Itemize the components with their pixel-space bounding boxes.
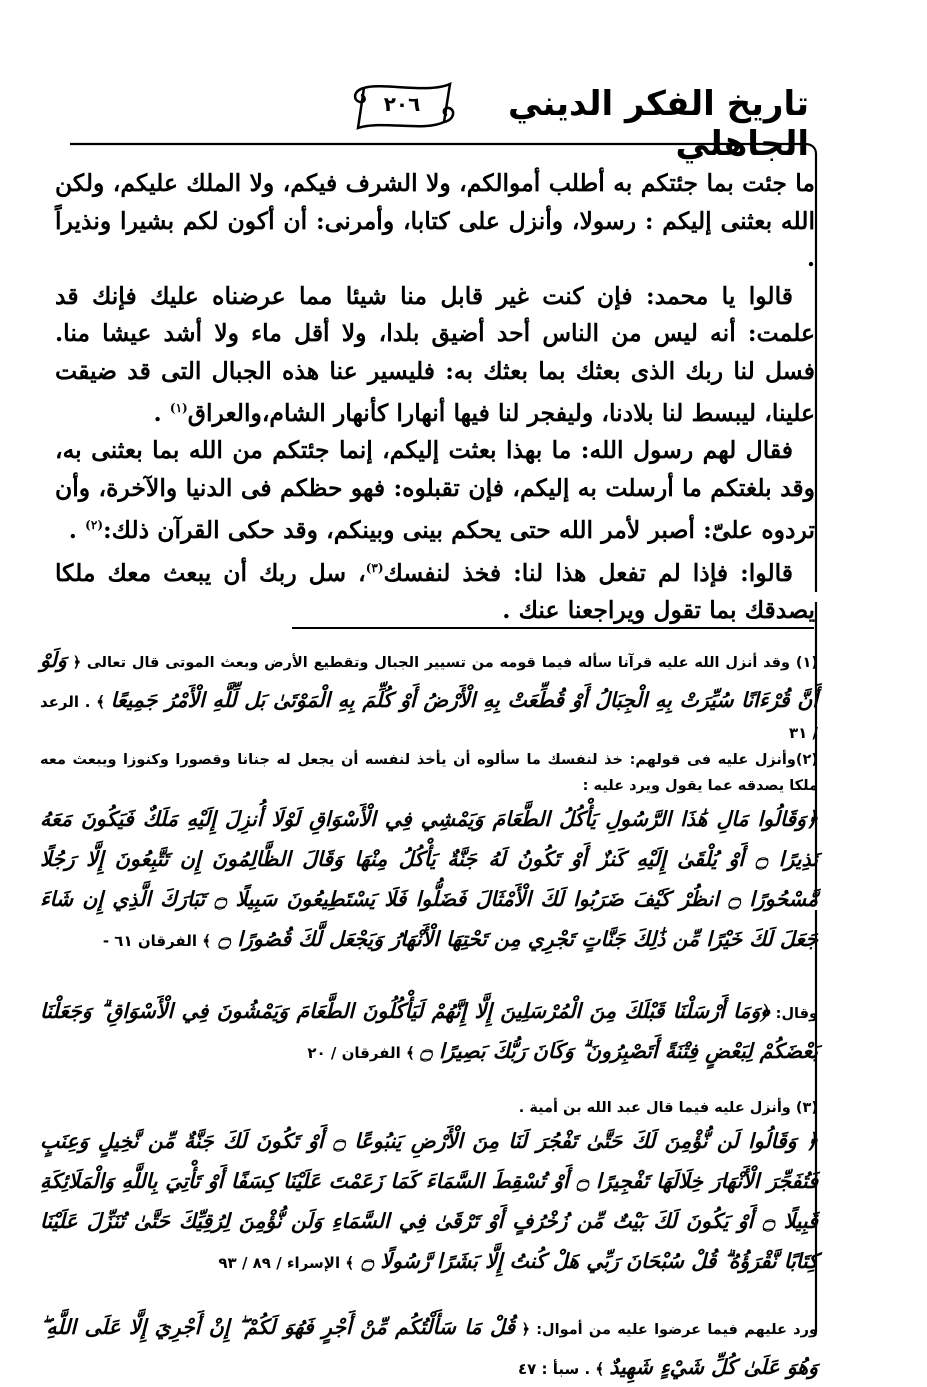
paragraph: قالوا: فإذا لم تفعل هذا لنا: فخذ لنفسك$^{(٣)}$، سل ربك أن يبعث معك ملكا يصدقك بما تقول ويراجعنا عنك . bbox=[55, 558, 815, 624]
footnote-ref[interactable]: (٢) bbox=[85, 518, 103, 533]
footnote-2: (٢)وأنزل عليه فى قولهم: خذ لنفسك ما سألوه أن يأخذ لنفسه أن يجعل له جنانا وقصورا وكنوزا ويبعث معه ملكا يصدقه عما يقول ويرد عليه : bbox=[40, 752, 818, 794]
paragraph: ما جئت بما جئتكم به أطلب أموالكم، ولا الشرف فيكم، ولا الملك عليكم، ولكن الله بعثنى إليكم : رسولا، وأنزل على كتابا، وأمرنى: أن أكون لكم بشيرا ونذيراً . bbox=[55, 169, 815, 272]
footnote-3: (٣) وأنزل عليه فيما قال عبد الله بن أمية . bbox=[518, 1100, 818, 1116]
running-header-title: تاريخ الفكر الديني الجاهلي bbox=[508, 84, 809, 164]
footnote-2-continued: وقال: ﴿وَمَا أَرْسَلْنَا قَبْلَكَ مِنَ الْمُرْسَلِينَ إِلَّا إِنَّهُمْ لَيَأْكُلُونَ الطَّعَامَ وَيَمْشُونَ فِي الْأَسْوَاقِ ۗ وَجَعَلْنَا بَعْضَكُمْ لِبَعْضٍ فِتْنَةً أَتَصْبِرُونَ ۗ وَكَانَ رَبُّكَ بَصِيرًا ۝ ﴾ الفرقان / ٢٠ bbox=[40, 999, 818, 1063]
footnote-separator bbox=[292, 627, 814, 629]
verse-reference: ﴾ الفرقان / ٢٠ bbox=[307, 1044, 415, 1062]
footnote-3-continued: ورد عليهم فيما عرضوا عليه من أموال: ﴿ قُلْ مَا سَأَلْتُكُم مِّنْ أَجْرٍ فَهُوَ لَكُمْ ۖ إِنْ أَجْرِيَ إِلَّا عَلَى اللَّهِ ۖ وَهُوَ عَلَىٰ كُلِّ شَيْءٍ شَهِيدٌ ﴾ . سبأ : ٤٧ bbox=[40, 1315, 818, 1379]
verse-reference: ﴾ . سبأ : ٤٧ bbox=[518, 1360, 605, 1378]
footnote-ref[interactable]: (١) bbox=[169, 401, 188, 415]
footnote-ref[interactable]: (٣) bbox=[365, 560, 384, 575]
verse-reference: ﴾ . الرعد / ٣١ bbox=[40, 693, 818, 742]
quran-verse-block: ﴿ وَقَالُوا لَن نُّؤْمِنَ لَكَ حَتَّىٰ تَفْجُرَ لَنَا مِنَ الْأَرْضِ يَنبُوعًا ۝ أَوْ تَكُونَ لَكَ جَنَّةٌ مِّن نَّخِيلٍ وَعِنَبٍ فَتُفَجِّرَ الْأَنْهَارَ خِلَالَهَا تَفْجِيرًا ۝ أَوْ تُسْقِطَ السَّمَاءَ كَمَا زَعَمْتَ عَلَيْنَا كِسَفًا أَوْ تَأْتِيَ بِاللَّهِ وَالْمَلَائِكَةِ قَبِيلًا ۝ أَوْ يَكُونَ لَكَ بَيْتٌ مِّن زُخْرُفٍ أَوْ تَرْقَىٰ فِي السَّمَاءِ وَلَن نُّؤْمِنَ لِرُقِيِّكَ حَتَّىٰ تُنَزِّلَ عَلَيْنَا كِتَابًا نَّقْرَؤُهُ ۗ قُلْ سُبْحَانَ رَبِّي هَلْ كُنتُ إِلَّا بَشَرًا رَّسُولًا ۝ ﴾ الإسراء / ٨٩ / ٩٣ bbox=[40, 1129, 819, 1273]
footnote-1: (١) وقد أنزل الله عليه قرآنا سأله فيما قومه من تسيير الجبال وتقطيع الأرض وبعث الموتى قال تعالى ﴿ وَلَوْ أَنَّ قُرْءَانًا سُيِّرَتْ بِهِ الْجِبَالُ أَوْ قُطِّعَتْ بِهِ الْأَرْضُ أَوْ كُلِّمَ بِهِ الْمَوْتَىٰ بَل لِّلَّهِ الْأَمْرُ جَمِيعًا ﴾ . الرعد / ٣١ bbox=[40, 648, 818, 742]
page-number: ٢٠٦ bbox=[383, 92, 421, 116]
verse-reference: ﴾ الإسراء / ٨٩ / ٩٣ bbox=[218, 1254, 355, 1272]
verse-reference: ﴾ الفرقان ٦١ - bbox=[102, 932, 212, 950]
main-text bbox=[55, 165, 815, 629]
quran-verse: ﴿وَمَا أَرْسَلْنَا قَبْلَكَ مِنَ الْمُرْسَلِينَ إِلَّا إِنَّهُمْ لَيَأْكُلُونَ الطَّعَامَ وَيَمْشُونَ فِي الْأَسْوَاقِ ۗ وَجَعَلْنَا بَعْضَكُمْ لِبَعْضٍ فِتْنَةً أَتَصْبِرُونَ ۗ وَكَانَ رَبُّكَ بَصِيرًا ۝ bbox=[40, 999, 818, 1063]
quran-verse: وَلَوْ أَنَّ قُرْءَانًا سُيِّرَتْ بِهِ الْجِبَالُ أَوْ قُطِّعَتْ بِهِ الْأَرْضُ أَوْ كُلِّمَ بِهِ الْمَوْتَىٰ بَل لِّلَّهِ الْأَمْرُ جَمِيعًا bbox=[40, 648, 818, 712]
paragraph: قالوا يا محمد: فإن كنت غير قابل منا شيئا مما عرضناه عليك فإنك قد علمت: أنه ليس من الناس أحد أضيق بلدا، ولا أقل ماء ولا أشد عيشا منا. فسل لنا ربك الذى بعثك بما بعثك به: فليسير عنا هذه الجبال التى قد ضيقت علينا، ليبسط لنا بلادنا، وليفجر لنا فيها أنهارا كأنهار الشام،والعراق$^{(١)}$ . bbox=[55, 281, 815, 427]
footnotes bbox=[40, 640, 818, 1387]
quran-verse-block: ﴿وَقَالُوا مَالِ هَٰذَا الرَّسُولِ يَأْكُلُ الطَّعَامَ وَيَمْشِي فِي الْأَسْوَاقِ لَوْلَا أُنزِلَ إِلَيْهِ مَلَكٌ فَيَكُونَ مَعَهُ نَذِيرًا ۝ أَوْ يُلْقَىٰ إِلَيْهِ كَنزٌ أَوْ تَكُونُ لَهُ جَنَّةٌ يَأْكُلُ مِنْهَا وَقَالَ الظَّالِمُونَ إِن تَتَّبِعُونَ إِلَّا رَجُلًا مَّسْحُورًا ۝ انظُرْ كَيْفَ ضَرَبُوا لَكَ الْأَمْثَالَ فَضَلُّوا فَلَا يَسْتَطِيعُونَ سَبِيلًا ۝ تَبَارَكَ الَّذِي إِن شَاءَ جَعَلَ لَكَ خَيْرًا مِّن ذَٰلِكَ جَنَّاتٍ تَجْرِي مِن تَحْتِهَا الْأَنْهَارُ وَيَجْعَل لَّكَ قُصُورًا ۝ ﴾ الفرقان ٦١ - bbox=[40, 807, 819, 951]
quran-verse: قُلْ مَا سَأَلْتُكُم مِّنْ أَجْرٍ فَهُوَ لَكُمْ ۖ إِنْ أَجْرِيَ إِلَّا عَلَى اللَّهِ ۖ وَهُوَ عَلَىٰ كُلِّ شَيْءٍ شَهِيدٌ bbox=[40, 1315, 818, 1379]
paragraph: فقال لهم رسول الله: ما بهذا بعثت إليكم، إنما جئتكم من الله بما بعثنى به، وقد بلغتكم ما أرسلت به إليكم، فإن تقبلوه: فهو حظكم فى الدنيا والآخرة، وأن تردوه علىّ: أصبر لأمر الله حتى يحكم بينى وبينكم، وقد حكى القرآن ذلك:$^{(٢)}$ . bbox=[55, 436, 815, 545]
